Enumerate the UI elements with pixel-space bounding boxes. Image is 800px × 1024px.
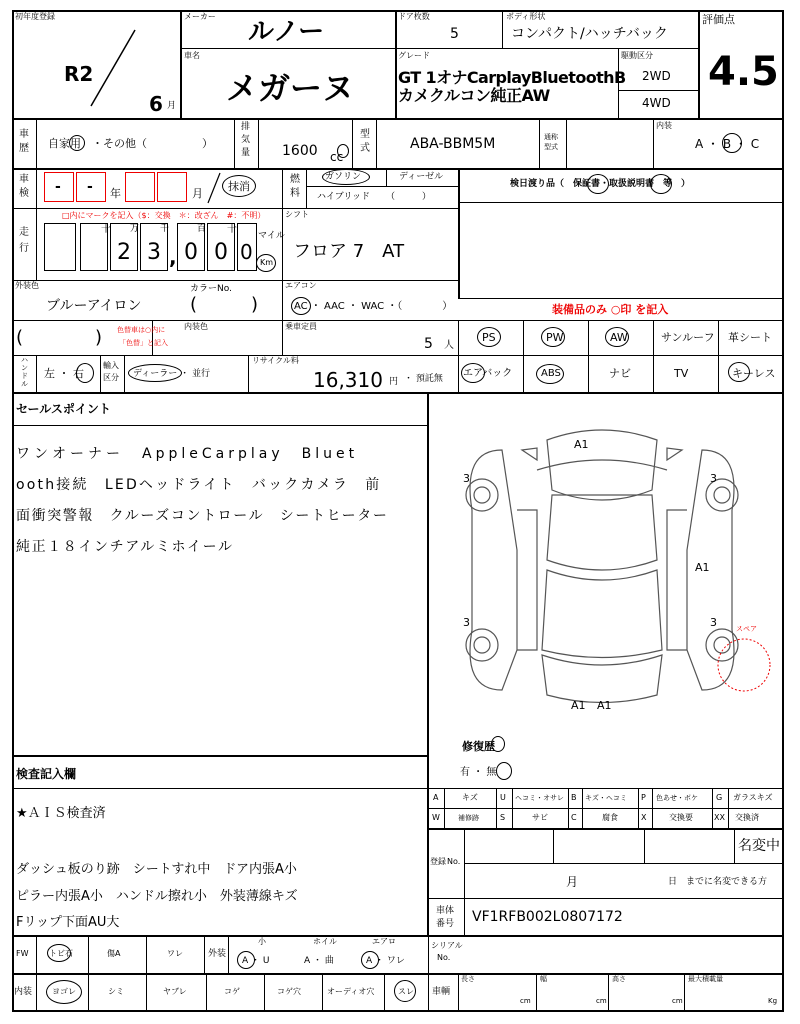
inspection-line-3: ダッシュ板のり跡 シートすれ中 ドア内張A小 [16, 862, 297, 877]
odo-digit-5: 0 [240, 240, 253, 264]
legend-b-desc: キズ・ヘコミ [585, 794, 627, 802]
name-change-pending: 名変中 [738, 838, 780, 854]
displacement-cc: cc [330, 150, 344, 164]
car-name-label: 車名 [184, 51, 200, 60]
equip-abs: ABS [541, 368, 561, 379]
spare-label: スペア [736, 625, 757, 633]
odo-digit-2: 3 [147, 240, 161, 265]
shift-value: フロア 7 AT [293, 241, 405, 262]
odo-unit-4: 百 [197, 224, 207, 234]
fuel-circle [322, 169, 370, 185]
inspection-label-1: 車 [19, 174, 29, 185]
bottom-small-label: 小 [258, 937, 266, 946]
first-reg-month: 6 [149, 92, 163, 116]
chassis-number: VF1RFB002L0807172 [472, 909, 623, 925]
warranty-circle [587, 174, 609, 194]
model-label-1: 型 [360, 129, 370, 140]
first-reg-era: R2 [64, 62, 94, 86]
bottom-yabure: ヤブレ [163, 987, 187, 996]
recycle-yen: 円 [389, 377, 399, 387]
serial-label-2: No. [437, 953, 451, 962]
legend-g-desc: ガラスキズ [733, 793, 773, 802]
car-diagram [442, 420, 772, 720]
fuel-label-2: 料 [290, 188, 300, 199]
sales-line-4: 純正１８インチアルミホイール [16, 539, 234, 555]
drive-2wd: 2WD [642, 69, 671, 83]
odo-box-0 [44, 223, 76, 271]
bottom-wheel-label: ホイル [313, 937, 337, 946]
chassis-label-1: 車体 [436, 906, 455, 916]
capacity-unit: 人 [444, 340, 454, 351]
legend-xx: XX [714, 813, 725, 822]
handle-label-1: ハ [21, 356, 28, 364]
grade-label: グレード [398, 51, 430, 60]
equip-leather: 革シート [728, 331, 772, 344]
equipment-note: 装備品のみ ○印 を記入 [552, 303, 669, 316]
inspection-expired: 抹消 [228, 180, 250, 193]
auction-sheet [12, 10, 784, 1012]
displacement-label-3: 量 [241, 148, 251, 158]
history-value: 自家用 ・その他（ ） [48, 137, 213, 150]
bottom-audio-ana: オーディオ穴 [327, 987, 375, 996]
yogore-circle [46, 980, 82, 1004]
legend-x: X [641, 813, 647, 822]
mileage-km: Km [260, 258, 274, 267]
legend-g: G [716, 793, 723, 802]
repair-label-circle [491, 736, 505, 752]
bottom-kizu-a: 傷A [107, 949, 121, 958]
repair-label: 修復歴 [462, 740, 495, 753]
handle-label-4: ル [21, 380, 28, 388]
tsusho-label-1: 通称 [544, 133, 558, 141]
inspection-area-label: 検査記入欄 [16, 767, 77, 781]
car-name-value: メガーヌ [226, 69, 355, 107]
odo-digit-4: 0 [214, 240, 228, 265]
legend-p-desc: 色あせ・ボケ [656, 794, 698, 802]
damage-mark-fl-wheel: 3 [463, 472, 470, 485]
model-value: ABA-BBM5M [410, 136, 496, 152]
bottom-weight-kg: Kg [768, 997, 778, 1005]
registration-label-2: No. [447, 857, 461, 866]
fuel-hybrid: ハイブリッド [317, 192, 371, 202]
mileage-label-2: 行 [19, 243, 29, 254]
color-change-note-2: 「色替」と記入 [119, 339, 168, 347]
bottom-small-opts: A ・ U [242, 956, 270, 966]
cc-circle [337, 144, 349, 158]
equip-abs-circle [536, 364, 564, 384]
handle-circle [76, 363, 94, 383]
legend-s-desc: サビ [532, 813, 548, 822]
bottom-gaiso-label: 外装 [208, 949, 227, 959]
recycle-value: 16,310 [313, 368, 383, 392]
sales-label: セールスポイント [16, 402, 111, 416]
first-reg-slash [87, 28, 137, 108]
history-label-2: 歴 [19, 143, 29, 154]
grade-line1: GT 1オナCarplayBluetoothB [398, 68, 626, 87]
ac-circle [291, 297, 311, 315]
equip-pw-circle [541, 327, 565, 347]
expired-circle [222, 175, 256, 197]
import-label-1: 輸入 [103, 361, 119, 370]
damage-mark-rl-wheel: 3 [463, 616, 470, 629]
handle-label-2: ン [21, 364, 28, 372]
bottom-fw: FW [16, 949, 29, 958]
sales-line-2: ooth接続 LEDヘッドライト バックカメラ 前 [16, 477, 382, 493]
bottom-tobiishi: トビ石 [49, 949, 73, 958]
recycle-label: リサイクル料 [252, 356, 299, 365]
inspection-month-box-2 [157, 172, 187, 202]
inspection-line-5: Fリップ下面AU大 [16, 915, 120, 930]
displacement-label-1: 排 [241, 122, 251, 132]
manual-circle [650, 174, 672, 194]
history-circle [69, 135, 85, 151]
interior-circle [722, 133, 742, 153]
odo-unit-3: 千 [160, 224, 170, 234]
inspection-dash-2: - [87, 179, 93, 195]
interior-grades: A ・ B ・ C [695, 137, 760, 151]
color-no-paren: ( ) [190, 294, 259, 315]
odo-unit-2: 万 [130, 224, 140, 234]
equip-keyless: キーレス [732, 367, 776, 380]
import-value: ディーラー ・ 並行 [133, 369, 211, 379]
legend-xx-desc: 交換済 [735, 813, 759, 822]
bottom-height-label: 高さ [612, 975, 626, 983]
bottom-length-cm: cm [520, 997, 531, 1005]
equip-ps-circle [477, 327, 501, 347]
equip-airbag-circle [461, 363, 485, 383]
small-circle [237, 951, 255, 969]
mileage-red-note: □内にマークを記入（$：交換 ＊：改ざん #：不明） [62, 211, 266, 220]
odo-digit-3: 0 [184, 240, 198, 265]
legend-u-desc: ヘコミ・オサレ [515, 794, 564, 802]
damage-mark-front: A1 [574, 438, 589, 451]
recycle-deposit: ・ 預託無 [404, 374, 443, 384]
legend-x-desc: 交換要 [669, 813, 693, 822]
drive-4wd: 4WD [642, 96, 671, 110]
equip-sunroof: サンルーフ [661, 331, 715, 344]
import-label-2: 区分 [103, 373, 119, 382]
first-reg-month-unit: 月 [167, 101, 177, 111]
bottom-yogore: ヨゴレ [52, 987, 76, 996]
inspection-dash-1: - [55, 179, 61, 195]
bottom-size-label: 車輌 [432, 987, 451, 997]
equip-pw: PW [546, 331, 564, 344]
ac-label: エアコン [285, 281, 317, 290]
equip-ps: PS [482, 331, 496, 344]
bottom-koge-ana: コゲ穴 [277, 987, 301, 996]
inspection-year-unit: 年 [110, 187, 121, 200]
exterior-color-label: 外装色 [15, 281, 39, 290]
damage-mark-fr-wheel: 3 [710, 472, 717, 485]
tobiishi-circle [47, 944, 71, 962]
inspection-month-box-1 [125, 172, 155, 202]
return-items: 検日渡り品（ 保証書・取扱説明書 等 ） [510, 179, 691, 189]
grade-line2: カメクルコン純正AW [398, 86, 550, 105]
legend-w: W [432, 813, 440, 822]
inspection-slash [206, 172, 222, 204]
color-change-note-1: 色替車は○内に [117, 326, 166, 334]
bottom-aero-opts: A ・ ワレ [366, 956, 405, 966]
equip-airbag: エアバック [463, 368, 513, 379]
legend-s: S [500, 813, 506, 822]
odo-comma: , [169, 245, 177, 269]
interior-label: 内装 [656, 121, 672, 130]
equip-aw-circle [605, 327, 629, 347]
damage-mark-rr-wheel: 3 [710, 616, 717, 629]
legend-u: U [500, 793, 506, 802]
legend-p: P [641, 793, 646, 802]
import-circle [128, 364, 182, 382]
registration-day-note: 日 までに名変できる方 [668, 877, 768, 887]
inspection-line-1: ★ＡＩＳ検査済 [16, 806, 106, 821]
bottom-interior-label: 内装 [14, 987, 33, 997]
bottom-length-label: 長さ [461, 975, 475, 983]
ac-options: AC ・ AAC ・ WAC ・（ ） [294, 301, 453, 312]
bottom-aero-label: エアロ [372, 937, 396, 946]
displacement-value: 1600 [282, 143, 318, 159]
score-label: 評価点 [702, 13, 735, 26]
color-change-paren: ( ) [16, 327, 103, 348]
equip-keyless-circle [728, 362, 750, 382]
odo-digit-1: 2 [117, 240, 131, 265]
shift-label: シフト [285, 210, 309, 219]
bottom-shimi: シミ [108, 987, 124, 996]
fuel-gasoline: ガソリン [325, 172, 362, 182]
history-label-1: 車 [19, 129, 29, 140]
sure-circle [394, 980, 416, 1002]
bottom-ware: ワレ [167, 949, 183, 958]
exterior-color-value: ブルーアイロン [46, 298, 142, 314]
mileage-mile: マイル [258, 231, 285, 241]
legend-a-desc: キズ [462, 793, 478, 802]
damage-mark-rear-2: A1 [597, 699, 612, 712]
damage-mark-rear-1: A1 [571, 699, 586, 712]
odo-unit-1: 十 [101, 224, 111, 235]
fuel-label-1: 燃 [290, 174, 300, 185]
body-label: ボディ形状 [506, 12, 546, 21]
doors-label: ドア枚数 [398, 12, 430, 21]
tsusho-label-2: 型式 [544, 143, 558, 151]
maker-label: メーカー [184, 12, 216, 21]
score-value: 4.5 [708, 49, 779, 95]
interior-color-label: 内装色 [184, 322, 208, 331]
legend-a: A [433, 793, 439, 802]
damage-mark-right-side: A1 [695, 561, 710, 574]
registration-label-1: 登録 [430, 857, 446, 866]
sales-line-3: 面衝突警報 クルーズコントロール シートヒーター [16, 508, 389, 524]
inspection-line-4: ピラー内張A小 ハンドル擦れ小 外装薄線キズ [16, 889, 298, 904]
bottom-height-cm: cm [672, 997, 683, 1005]
mileage-label-1: 走 [19, 227, 29, 238]
maker-value: ルノー [248, 17, 325, 47]
bottom-wheel-opts: A ・ 曲 [304, 956, 334, 966]
sales-line-1: ワンオーナー AppleCarplay Bluet [16, 446, 359, 462]
first-reg-label: 初年度登録 [15, 12, 55, 21]
km-circle [256, 254, 276, 272]
chassis-label-2: 番号 [436, 919, 455, 929]
model-label-2: 式 [360, 143, 370, 154]
body-value: コンパクト/ハッチバック [511, 26, 668, 42]
equip-navi: ナビ [609, 367, 631, 380]
capacity-value: 5 [424, 336, 433, 352]
bottom-sure: スレ [398, 987, 414, 996]
legend-b: B [571, 793, 577, 802]
doors-value: 5 [450, 26, 459, 42]
bottom-width-cm: cm [596, 997, 607, 1005]
odo-box-6 [237, 223, 257, 271]
equip-tv: TV [674, 367, 689, 380]
repair-options: 有 ・ 無 [460, 767, 497, 778]
drive-label: 駆動区分 [621, 51, 653, 60]
fuel-other: （ ） [386, 192, 432, 202]
inspection-label-2: 検 [19, 188, 29, 199]
color-no-label: カラーNo. [190, 284, 232, 294]
legend-c: C [571, 813, 577, 822]
bottom-width-label: 幅 [540, 975, 547, 983]
equip-aw: AW [610, 331, 628, 344]
legend-c-desc: 腐食 [602, 813, 618, 822]
displacement-label-2: 気 [241, 135, 251, 145]
inspection-month-unit: 月 [192, 187, 203, 200]
handle-label-3: ド [21, 372, 28, 380]
bottom-weight-label: 最大積載量 [688, 975, 723, 983]
serial-label-1: シリアル [431, 941, 463, 950]
repair-none-circle [496, 762, 512, 780]
handle-value: 左 ・ 右 [44, 367, 84, 380]
legend-w-desc: 補修跡 [458, 814, 479, 822]
fuel-diesel: ディーゼル [399, 172, 444, 182]
registration-month-unit: 月 [566, 875, 579, 889]
bottom-koge: コゲ [224, 987, 240, 996]
capacity-label: 乗車定員 [285, 322, 317, 331]
odo-unit-5: 十 [227, 224, 237, 235]
aero-circle [361, 951, 379, 969]
